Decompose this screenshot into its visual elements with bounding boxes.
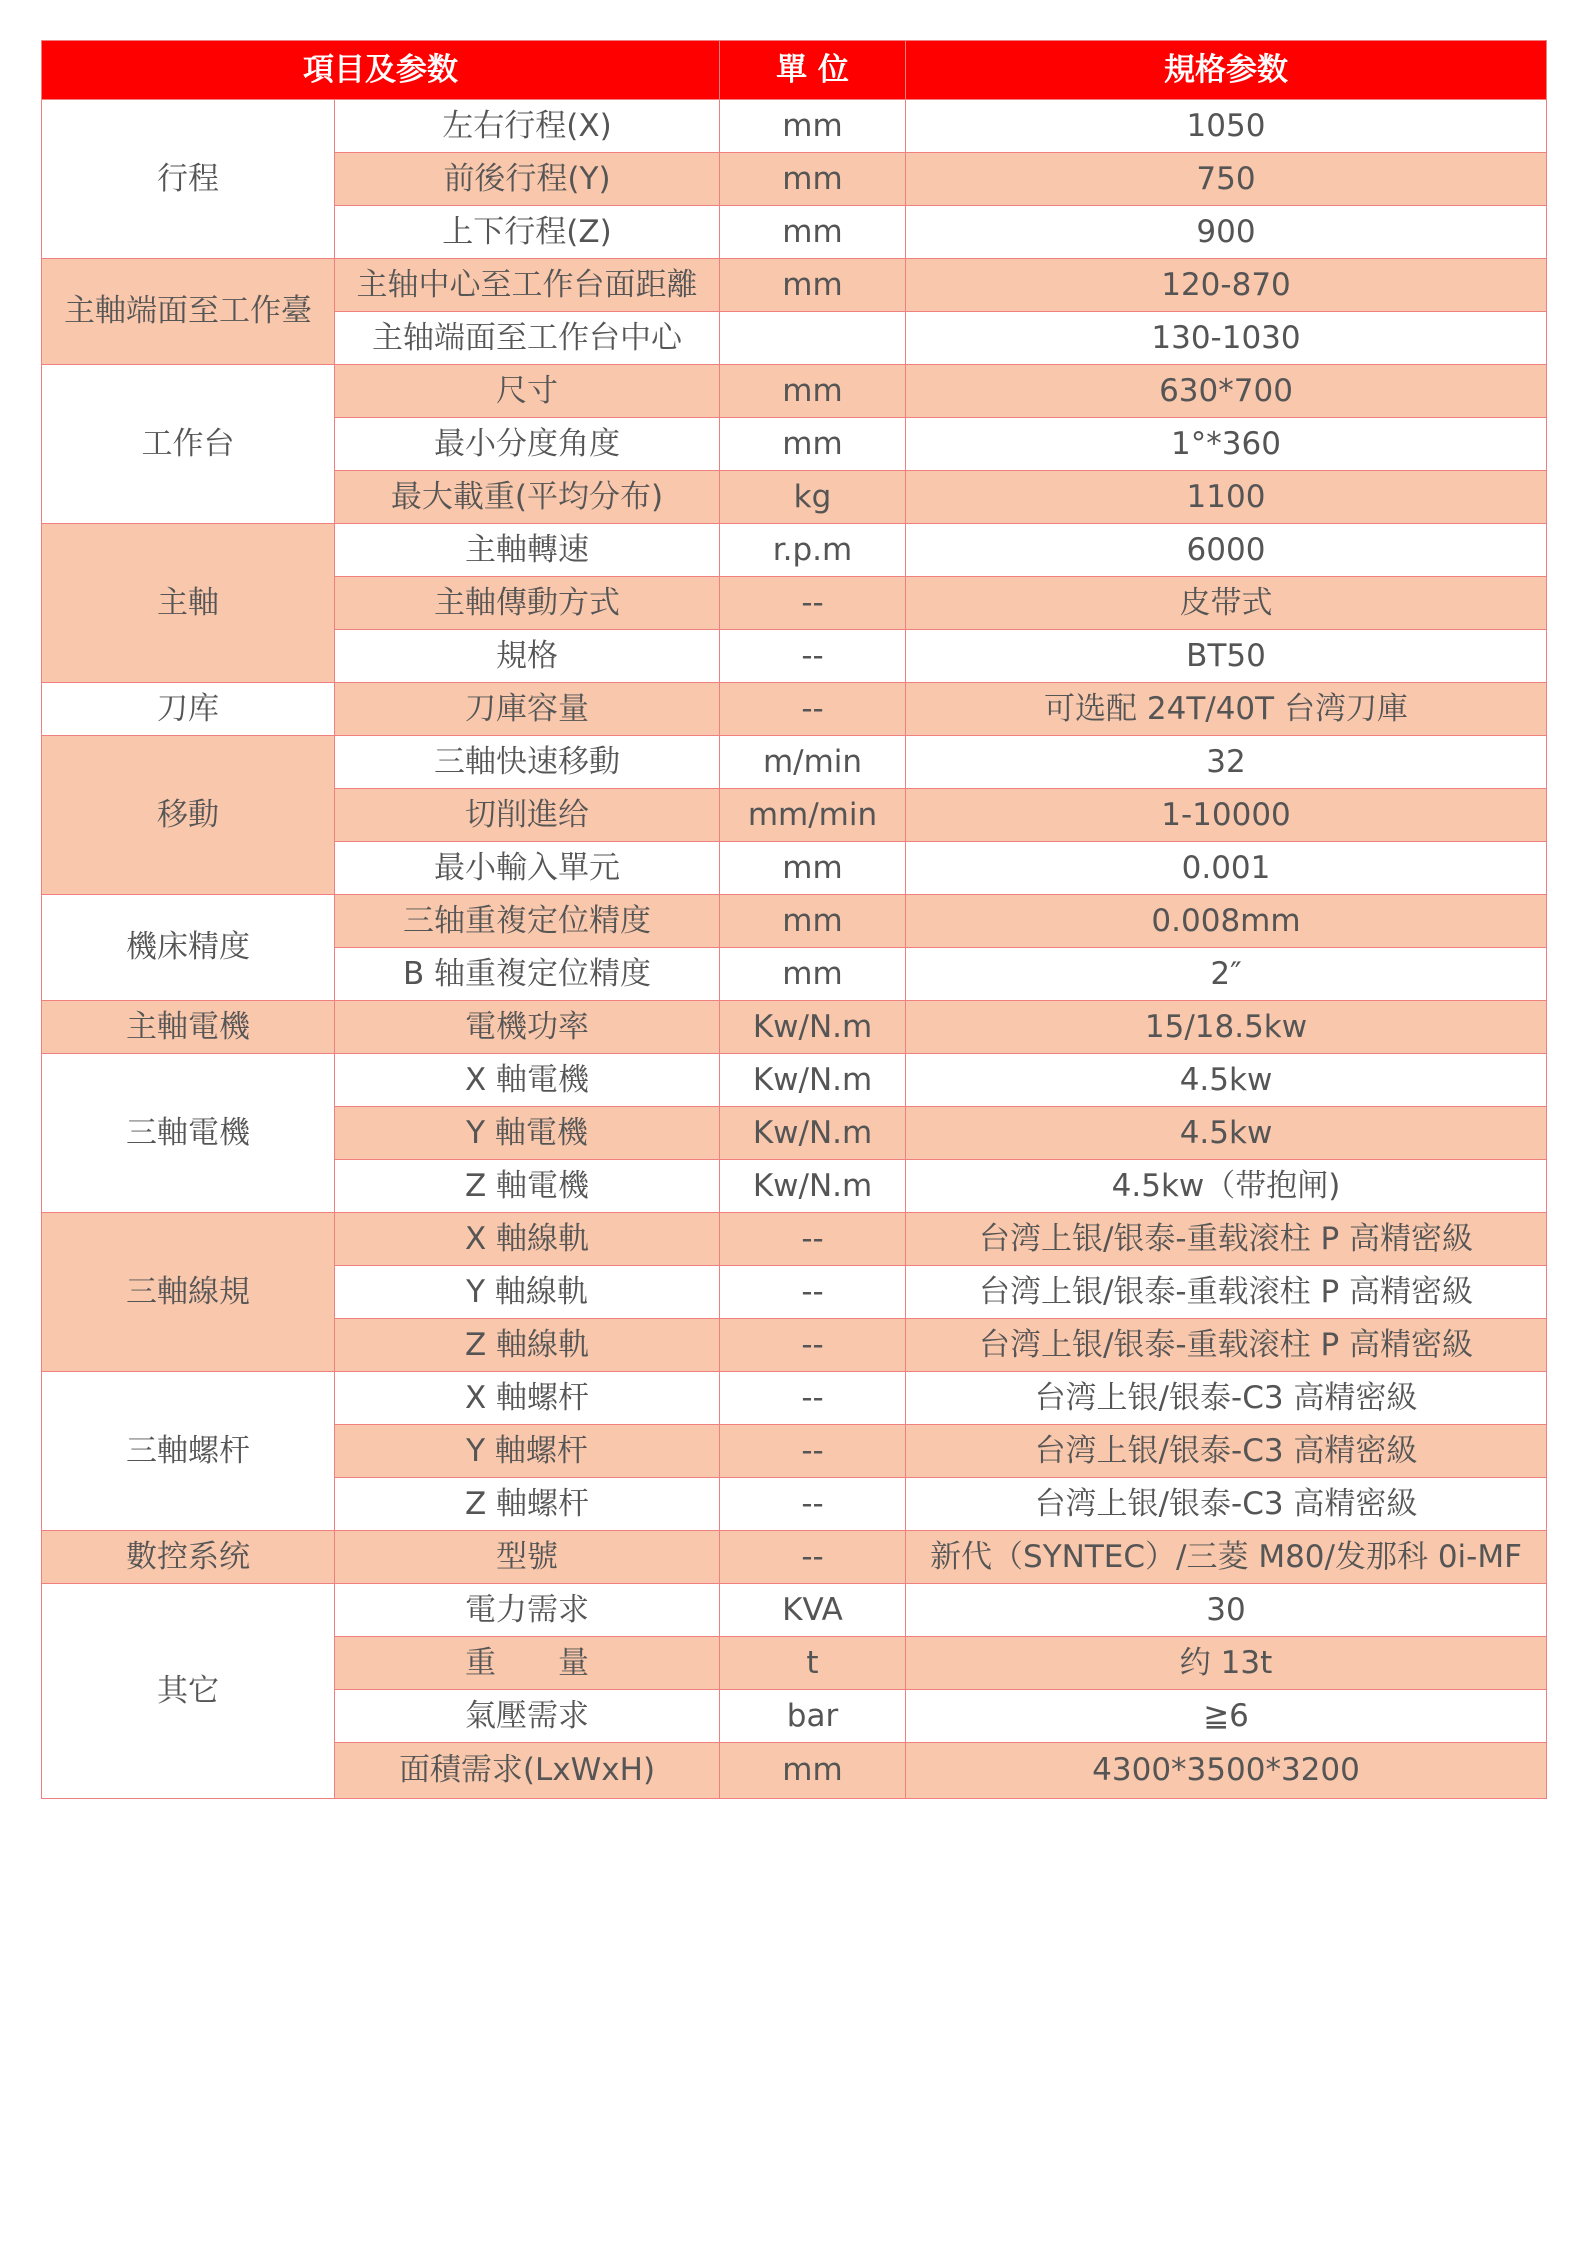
item-cell: Z 軸線軌	[335, 1319, 720, 1372]
value-cell: 台湾上银/银泰-重载滚柱 P 高精密級	[906, 1266, 1547, 1319]
category-cell: 刀库	[42, 683, 335, 736]
unit-cell: Kw/N.m	[720, 1054, 906, 1107]
item-cell: 刀庫容量	[335, 683, 720, 736]
unit-cell: --	[720, 1213, 906, 1266]
value-cell: 台湾上银/银泰-C3 高精密級	[906, 1478, 1547, 1531]
header-item: 項目及参数	[42, 41, 720, 100]
value-cell: 630*700	[906, 365, 1547, 418]
value-cell: 约 13t	[906, 1637, 1547, 1690]
category-cell: 主軸	[42, 524, 335, 683]
spec-body	[42, 100, 1547, 1799]
item-cell: 最小輸入單元	[335, 842, 720, 895]
item-cell: 最小分度角度	[335, 418, 720, 471]
item-cell: 上下行程(Z)	[335, 206, 720, 259]
value-cell: 台湾上银/银泰-重载滚柱 P 高精密級	[906, 1319, 1547, 1372]
value-cell: BT50	[906, 630, 1547, 683]
unit-cell: mm/min	[720, 789, 906, 842]
unit-cell: --	[720, 630, 906, 683]
value-cell: 新代（SYNTEC）/三菱 M80/发那科 0i-MF	[906, 1531, 1547, 1584]
item-cell: Z 軸螺杆	[335, 1478, 720, 1531]
item-cell: 型號	[335, 1531, 720, 1584]
item-cell: 面積需求(LxWxH)	[335, 1743, 720, 1799]
item-cell: X 軸螺杆	[335, 1372, 720, 1425]
unit-cell: --	[720, 1266, 906, 1319]
value-cell: 可选配 24T/40T 台湾刀庫	[906, 683, 1547, 736]
item-cell: 規格	[335, 630, 720, 683]
table-row	[42, 1531, 1547, 1584]
item-cell: 左右行程(X)	[335, 100, 720, 153]
value-cell: 台湾上银/银泰-C3 高精密級	[906, 1372, 1547, 1425]
category-cell: 工作台	[42, 365, 335, 524]
unit-cell: Kw/N.m	[720, 1107, 906, 1160]
table-row	[42, 683, 1547, 736]
value-cell: 15/18.5kw	[906, 1001, 1547, 1054]
unit-cell: Kw/N.m	[720, 1160, 906, 1213]
value-cell: 30	[906, 1584, 1547, 1637]
unit-cell: Kw/N.m	[720, 1001, 906, 1054]
category-cell: 數控系统	[42, 1531, 335, 1584]
unit-cell: mm	[720, 418, 906, 471]
value-cell: 4.5kw	[906, 1054, 1547, 1107]
table-row	[42, 1213, 1547, 1266]
table-row	[42, 100, 1547, 153]
value-cell: 0.008mm	[906, 895, 1547, 948]
unit-cell: --	[720, 1531, 906, 1584]
value-cell: 900	[906, 206, 1547, 259]
unit-cell: --	[720, 1319, 906, 1372]
category-cell: 其它	[42, 1584, 335, 1799]
value-cell: 1050	[906, 100, 1547, 153]
item-cell: X 軸電機	[335, 1054, 720, 1107]
category-cell: 主軸端面至工作臺	[42, 259, 335, 365]
table-row	[42, 895, 1547, 948]
value-cell: 130-1030	[906, 312, 1547, 365]
spec-table	[41, 40, 1547, 1799]
table-row	[42, 1372, 1547, 1425]
value-cell: 台湾上银/银泰-C3 高精密級	[906, 1425, 1547, 1478]
value-cell: 1100	[906, 471, 1547, 524]
item-cell: 電力需求	[335, 1584, 720, 1637]
item-cell: 前後行程(Y)	[335, 153, 720, 206]
item-cell: Y 軸電機	[335, 1107, 720, 1160]
item-cell: 電機功率	[335, 1001, 720, 1054]
item-cell: 主軸傳動方式	[335, 577, 720, 630]
item-cell: Y 軸螺杆	[335, 1425, 720, 1478]
item-cell: B 轴重複定位精度	[335, 948, 720, 1001]
category-cell: 移動	[42, 736, 335, 895]
unit-cell: mm	[720, 259, 906, 312]
value-cell: ≧6	[906, 1690, 1547, 1743]
unit-cell: KVA	[720, 1584, 906, 1637]
unit-cell: t	[720, 1637, 906, 1690]
item-cell: 最大載重(平均分布)	[335, 471, 720, 524]
unit-cell: mm	[720, 153, 906, 206]
value-cell: 32	[906, 736, 1547, 789]
unit-cell: mm	[720, 206, 906, 259]
category-cell: 三軸線規	[42, 1213, 335, 1372]
table-row	[42, 1054, 1547, 1107]
unit-cell: --	[720, 683, 906, 736]
value-cell: 皮带式	[906, 577, 1547, 630]
table-row	[42, 736, 1547, 789]
unit-cell: mm	[720, 365, 906, 418]
category-cell: 三軸螺杆	[42, 1372, 335, 1531]
category-cell: 機床精度	[42, 895, 335, 1001]
item-cell: Y 軸線軌	[335, 1266, 720, 1319]
unit-cell: --	[720, 1372, 906, 1425]
table-row	[42, 365, 1547, 418]
category-cell: 三軸電機	[42, 1054, 335, 1213]
value-cell: 4.5kw	[906, 1107, 1547, 1160]
unit-cell: bar	[720, 1690, 906, 1743]
table-row	[42, 524, 1547, 577]
unit-cell: kg	[720, 471, 906, 524]
unit-cell: --	[720, 577, 906, 630]
value-cell: 4.5kw（带抱闸)	[906, 1160, 1547, 1213]
category-cell: 主軸電機	[42, 1001, 335, 1054]
unit-cell: mm	[720, 842, 906, 895]
unit-cell: mm	[720, 895, 906, 948]
value-cell: 750	[906, 153, 1547, 206]
unit-cell	[720, 312, 906, 365]
table-row	[42, 1584, 1547, 1637]
value-cell: 1°*360	[906, 418, 1547, 471]
value-cell: 4300*3500*3200	[906, 1743, 1547, 1799]
unit-cell: r.p.m	[720, 524, 906, 577]
item-cell: 主轴中心至工作台面距離	[335, 259, 720, 312]
item-cell: 三軸快速移動	[335, 736, 720, 789]
item-cell: 切削進给	[335, 789, 720, 842]
value-cell: 120-870	[906, 259, 1547, 312]
item-cell: 主轴端面至工作台中心	[335, 312, 720, 365]
header-spec: 規格参数	[906, 41, 1547, 100]
header-row	[42, 41, 1547, 100]
unit-cell: --	[720, 1425, 906, 1478]
unit-cell: m/min	[720, 736, 906, 789]
unit-cell: mm	[720, 948, 906, 1001]
value-cell: 6000	[906, 524, 1547, 577]
item-cell: 主軸轉速	[335, 524, 720, 577]
item-cell: Z 軸電機	[335, 1160, 720, 1213]
unit-cell: --	[720, 1478, 906, 1531]
item-cell: 氣壓需求	[335, 1690, 720, 1743]
value-cell: 1-10000	[906, 789, 1547, 842]
value-cell: 0.001	[906, 842, 1547, 895]
item-cell: X 軸線軌	[335, 1213, 720, 1266]
unit-cell: mm	[720, 100, 906, 153]
value-cell: 台湾上银/银泰-重载滚柱 P 高精密級	[906, 1213, 1547, 1266]
unit-cell: mm	[720, 1743, 906, 1799]
item-cell: 尺寸	[335, 365, 720, 418]
table-row	[42, 259, 1547, 312]
item-cell: 三轴重複定位精度	[335, 895, 720, 948]
item-cell: 重 量	[335, 1637, 720, 1690]
value-cell: 2″	[906, 948, 1547, 1001]
header-unit: 單 位	[720, 41, 906, 100]
category-cell: 行程	[42, 100, 335, 259]
table-row	[42, 1001, 1547, 1054]
